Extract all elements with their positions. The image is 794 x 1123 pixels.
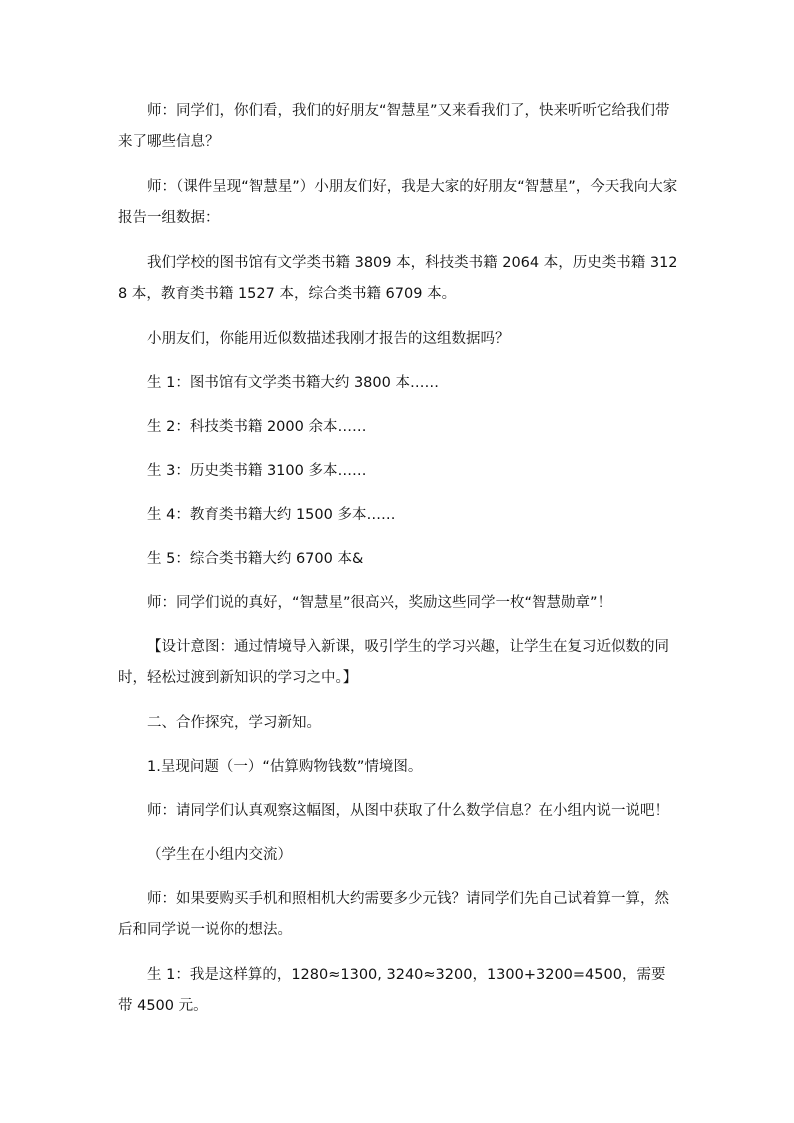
paragraph-gap [118, 694, 678, 708]
paragraph-student-3: 生 3：历史类书籍 3100 多本…… [147, 463, 367, 479]
paragraph-student-5: 生 5：综合类书籍大约 6700 本& [147, 551, 364, 567]
paragraph-teacher-praise: 师：同学们说的真好，“智慧星”很高兴，奖励这些同学一枚“智慧勋章”！ [147, 595, 613, 611]
section-heading-cooperative-inquiry: 二、合作探究，学习新知。 [147, 715, 321, 731]
paragraph-question: 小朋友们，你能用近似数描述我刚才报告的这组数据吗？ [147, 331, 510, 347]
paragraph-design-intent: 【设计意图：通过情境导入新课，吸引学生的学习兴趣，让学生在复习近似数的同时，轻松过渡到新知识的学习之中。】 [118, 639, 669, 686]
document-body [118, 96, 678, 1022]
paragraph-gap [118, 946, 678, 960]
paragraph-student-4: 生 4：教育类书籍大约 1500 多本…… [147, 507, 396, 523]
paragraph-teacher-estimate: 师：如果要购买手机和照相机大约需要多少元钱？请同学们先自己试着算一算，然后和同学说一说你的想法。 [118, 891, 669, 938]
paragraph-student-calculation: 生 1：我是这样算的，1280≈1300, 3240≈3200，1300+3200=4500，需要带 4500 元。 [118, 967, 666, 1014]
paragraph-gap [118, 158, 678, 172]
paragraph-teacher-observe: 师：请同学们认真观察这幅图，从图中获取了什么数学信息？在小组内说一说吧！ [147, 803, 669, 819]
paragraph-student-1: 生 1：图书馆有文学类书籍大约 3800 本…… [147, 375, 439, 391]
paragraph-gap [118, 234, 678, 248]
paragraph-teacher-courseware: 师：（课件呈现“智慧星”）小朋友们好，我是大家的好朋友“智慧星”，今天我向大家报告一组数据： [118, 179, 678, 226]
paragraph-teacher-intro: 师：同学们，你们看，我们的好朋友“智慧星”又来看我们了，快来听听它给我们带来了哪些信息？ [118, 103, 670, 150]
paragraph-student-2: 生 2：科技类书籍 2000 余本…… [147, 419, 367, 435]
paragraph-gap [118, 310, 678, 324]
paragraph-library-data: 我们学校的图书馆有文学类书籍 3809 本，科技类书籍 2064 本，历史类书籍 3128 本，教育类书籍 1527 本，综合类书籍 6709 本。 [118, 255, 678, 302]
paragraph-problem-one: 1.呈现问题（一）“估算购物钱数”情境图。 [147, 759, 423, 775]
paragraph-group-discussion: （学生在小组内交流） [147, 847, 292, 863]
